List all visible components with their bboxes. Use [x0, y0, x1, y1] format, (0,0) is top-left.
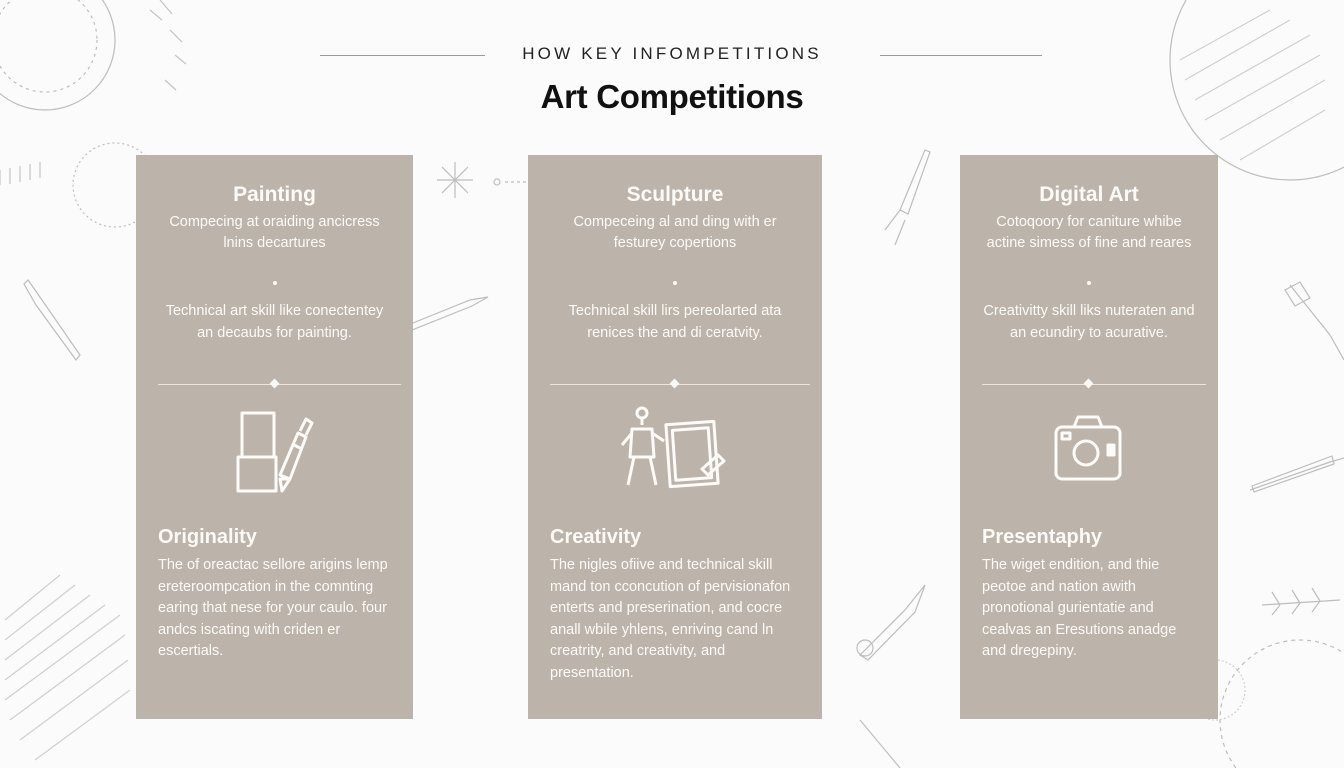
- card-bullet: [673, 281, 677, 285]
- card-title: Sculpture: [626, 183, 724, 206]
- card-description: Compecing at oraiding ancicress lnins decartures: [169, 214, 380, 251]
- feature-description: The of oreactac sellore arigins lemp ereteroompcation in the comnting earing that nese for your caulo. four andcs iscating with criden er escertials.: [158, 557, 388, 659]
- card-skill: Technical skill lirs pereolarted ata renices the and di ceratvity.: [568, 303, 782, 341]
- divider-diamond-icon: [670, 379, 680, 389]
- card-divider: [982, 384, 1206, 385]
- sparkle-sketch-icon: [437, 162, 473, 198]
- feature-description: The wiget endition, and thie peotoe and nation awith pronotional gurientatie and cealvas an Eresutions anadge and dregepiny.: [982, 557, 1177, 659]
- card-bullet: [273, 281, 277, 285]
- card-skill: Creativitty skill liks nuteraten and an ecundiry to acurative.: [983, 303, 1195, 341]
- pencil-sketch-icon: [1250, 458, 1344, 490]
- page-title: Art Competitions: [540, 78, 804, 115]
- brush-sketch-icon: [1290, 285, 1344, 360]
- card-title: Painting: [233, 183, 316, 206]
- feature-title: Originality: [158, 526, 257, 548]
- camera-icon: [1034, 405, 1144, 495]
- card-painting: [136, 155, 413, 719]
- card-divider: [158, 384, 401, 385]
- pen-sketch-icon: [900, 150, 930, 214]
- card-digital-art: [960, 155, 1218, 719]
- brush-sketch-icon: [408, 297, 488, 330]
- card-bullet: [1087, 281, 1091, 285]
- feature-title: Presentaphy: [982, 526, 1103, 548]
- figure-and-frame-icon: [620, 405, 730, 495]
- brush-sketch-icon: [24, 280, 80, 360]
- page-kicker: HOW KEY INFOMPETITIONS: [522, 44, 822, 63]
- card-title: Digital Art: [1039, 183, 1139, 206]
- card-divider: [550, 384, 810, 385]
- divider-diamond-icon: [1084, 379, 1094, 389]
- divider-diamond-icon: [269, 379, 279, 389]
- brush-sketch-icon: [860, 585, 925, 660]
- card-description: Compeceing al and ding with er festurey copertions: [573, 214, 777, 251]
- card-description: Cotoqoory for caniture whibe actine simess of fine and reares: [986, 214, 1192, 251]
- card-skill: Technical art skill like conectentey an decaubs for painting.: [165, 303, 384, 341]
- card-sculpture: [528, 155, 822, 719]
- feature-description: The nigles ofiive and technical skill mand ton cconcution of pervisionafon enterts and preserination, and cocre anall wbile yhlens, enriving cand ln creatrity, and creativity, and presentation.: [550, 557, 791, 681]
- feature-title: Creativity: [550, 526, 642, 548]
- branch-sketch-icon: [1262, 600, 1340, 605]
- canvas-and-brush-icon: [220, 405, 330, 495]
